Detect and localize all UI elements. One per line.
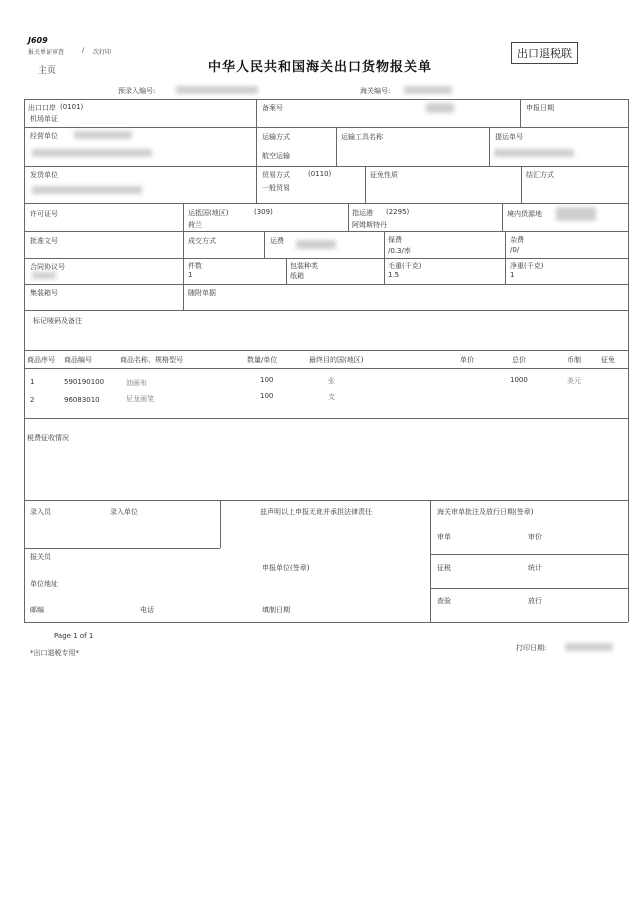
redacted-bill-no xyxy=(494,149,574,157)
dest-country-label: 运抵国(地区) xyxy=(188,209,229,217)
gross-weight-value: 1.5 xyxy=(388,271,400,279)
goods-header-currency: 币制 xyxy=(567,356,581,364)
pre-entry-label: 预录入编号: xyxy=(118,87,156,95)
redacted-record-no xyxy=(426,103,454,113)
bill-no-label: 提运单号 xyxy=(495,133,523,141)
domestic-source-label: 境内货源地 xyxy=(507,210,542,218)
col-line xyxy=(520,99,521,127)
goods-header-exempt: 征免 xyxy=(601,356,615,364)
row-line xyxy=(430,554,628,555)
port-label: 指运港 xyxy=(352,209,373,217)
declarer-label: 报关员 xyxy=(30,553,51,561)
goods-row-no: 2 xyxy=(30,396,35,404)
misc-value: /0/ xyxy=(510,246,520,254)
trade-mode-label: 贸易方式 xyxy=(262,171,290,179)
row-line xyxy=(24,350,628,351)
contract-label: 合同协议号 xyxy=(30,263,65,271)
col-line xyxy=(183,231,184,284)
gross-weight-label: 毛重(千克) xyxy=(388,262,422,270)
goods-row-no: 1 xyxy=(30,378,35,386)
row-line xyxy=(24,310,628,311)
row-line xyxy=(24,231,628,232)
redacted-operator-code xyxy=(74,131,132,139)
shipper-label: 发货单位 xyxy=(30,171,58,179)
net-weight-label: 净重(千克) xyxy=(510,262,544,270)
border-bottom xyxy=(24,622,628,623)
row-line xyxy=(24,166,628,167)
dest-country-value: 荷兰 xyxy=(188,221,202,229)
goods-header-name: 商品名称、规格型号 xyxy=(120,356,183,364)
row-line xyxy=(24,284,628,285)
goods-row-name: 油画布 xyxy=(126,379,147,387)
home-label: 主页 xyxy=(38,66,57,76)
unit-address-label: 单位地址 xyxy=(30,580,58,588)
container-label: 集装箱号 xyxy=(30,289,58,297)
goods-header-code: 商品编号 xyxy=(64,356,92,364)
insurance-label: 保费 xyxy=(388,236,402,244)
release-label: 放行 xyxy=(528,597,542,605)
freight-label: 运费 xyxy=(270,237,284,245)
col-line xyxy=(256,99,257,203)
docs-label: 随附单据 xyxy=(188,289,216,297)
goods-row-qty: 100 xyxy=(260,392,274,400)
redacted-print-date xyxy=(565,643,613,651)
redacted-shipper xyxy=(32,186,142,194)
port-value: 阿姆斯特丹 xyxy=(352,221,387,229)
goods-header-no: 商品序号 xyxy=(27,356,55,364)
print-date-label: 打印日期: xyxy=(516,644,547,652)
border-right xyxy=(628,99,629,622)
license-label: 许可证号 xyxy=(30,210,58,218)
insurance-value: /0.3/率 xyxy=(388,247,411,255)
row-line xyxy=(24,258,628,259)
phone-label: 电话 xyxy=(140,606,154,614)
transport-mode-value: 航空运输 xyxy=(262,152,290,160)
trade-mode-code: (0110) xyxy=(308,170,332,178)
row-line xyxy=(24,500,628,501)
goods-row-name: 尼龙画笔 xyxy=(126,395,154,403)
dest-country-code: (309) xyxy=(254,208,273,216)
col-line xyxy=(521,166,522,203)
approval-label: 批准文号 xyxy=(30,237,58,245)
export-port-label: 出口口岸 xyxy=(28,104,56,112)
customs-no-label: 海关编号: xyxy=(360,87,391,95)
redacted-operator-name xyxy=(32,149,152,157)
fill-date-label: 填制日期 xyxy=(262,606,290,614)
operator-label: 经营单位 xyxy=(30,132,58,140)
postcode-label: 邮编 xyxy=(30,606,44,614)
customs-approval-label: 海关审单批注及放行日期(签章) xyxy=(437,508,534,516)
col-line xyxy=(264,231,265,258)
border-left xyxy=(24,99,25,622)
col-line xyxy=(505,231,506,284)
marks-label: 标记唛码及备注 xyxy=(33,317,82,325)
row-line xyxy=(24,418,628,419)
top-note-sep: / xyxy=(82,47,85,54)
transport-mode-label: 运输方式 xyxy=(262,133,290,141)
declarer-unit-label: 申报单位(签章) xyxy=(262,564,310,572)
inspect-label: 查验 xyxy=(437,597,451,605)
statistics-label: 统计 xyxy=(528,564,542,572)
settlement-label: 结汇方式 xyxy=(526,171,554,179)
package-value: 纸箱 xyxy=(290,272,304,280)
redacted-pre-entry-no xyxy=(176,86,258,94)
trade-mode-value: 一般贸易 xyxy=(262,184,290,192)
pieces-value: 1 xyxy=(188,271,193,279)
col-line xyxy=(430,500,431,622)
entry-unit-label: 录入单位 xyxy=(110,508,138,516)
top-note-left: 报关单证审查 xyxy=(28,49,65,56)
goods-header-price: 单价 xyxy=(460,356,474,364)
tax-levy-label: 征税 xyxy=(437,564,451,572)
redacted-customs-no xyxy=(404,86,452,94)
col-line xyxy=(183,203,184,231)
col-line xyxy=(348,203,349,231)
record-no-label: 备案号 xyxy=(262,104,283,112)
goods-row-currency: 美元 xyxy=(567,377,581,385)
top-note-right: 次打印 xyxy=(93,49,112,56)
col-line xyxy=(384,231,385,284)
tax-status-label: 税费征收情况 xyxy=(27,434,69,442)
row-line xyxy=(430,588,628,589)
deal-mode-label: 成交方式 xyxy=(188,237,216,245)
redacted-freight xyxy=(296,240,336,249)
goods-header-qty: 数量/单位 xyxy=(247,356,278,364)
pieces-label: 件数 xyxy=(188,262,202,270)
col-line xyxy=(183,284,184,310)
goods-header-total: 总价 xyxy=(512,356,526,364)
goods-row-total: 1000 xyxy=(510,376,528,384)
col-line xyxy=(489,127,490,166)
net-weight-value: 1 xyxy=(510,271,515,279)
border-top xyxy=(24,99,628,100)
declaration-statement: 兹声明以上申报无讹并承担法律责任 xyxy=(260,508,372,516)
redacted-contract xyxy=(32,272,56,279)
export-port-code: (0101) xyxy=(60,103,84,111)
row-line xyxy=(24,127,628,128)
row-line xyxy=(24,203,628,204)
tax-refund-only-note: *出口退税专用* xyxy=(30,649,79,657)
col-line xyxy=(502,203,503,231)
tax-refund-stamp: 出口退税联 xyxy=(511,42,578,64)
goods-row-unit: 支 xyxy=(328,393,335,401)
price-review-label: 审价 xyxy=(528,533,542,541)
col-line xyxy=(286,258,287,284)
package-label: 包装种类 xyxy=(290,262,318,270)
goods-row-code: 590190100 xyxy=(64,378,105,386)
export-port-value: 机场单证 xyxy=(30,115,58,123)
goods-row-unit: 张 xyxy=(328,377,335,385)
tax-nature-label: 征免性质 xyxy=(370,171,398,179)
col-line xyxy=(336,127,337,166)
page-indicator: Page 1 of 1 xyxy=(54,632,94,640)
row-line xyxy=(24,368,628,369)
goods-row-qty: 100 xyxy=(260,376,274,384)
page-title: 中华人民共和国海关出口货物报关单 xyxy=(208,60,433,75)
row-line xyxy=(24,548,220,549)
redacted-domestic-source xyxy=(556,207,596,221)
misc-label: 杂费 xyxy=(510,236,524,244)
port-code: (2295) xyxy=(386,208,410,216)
declare-date-label: 申报日期 xyxy=(526,104,554,112)
goods-header-dest: 最终目的国(地区) xyxy=(309,356,364,364)
col-line xyxy=(220,500,221,548)
col-line xyxy=(365,166,366,203)
transport-tool-label: 运输工具名称 xyxy=(341,133,383,141)
review-label: 审单 xyxy=(437,533,451,541)
entry-person-label: 录入员 xyxy=(30,508,51,516)
goods-row-code: 96083010 xyxy=(64,396,100,404)
form-code: J609 xyxy=(28,36,48,45)
